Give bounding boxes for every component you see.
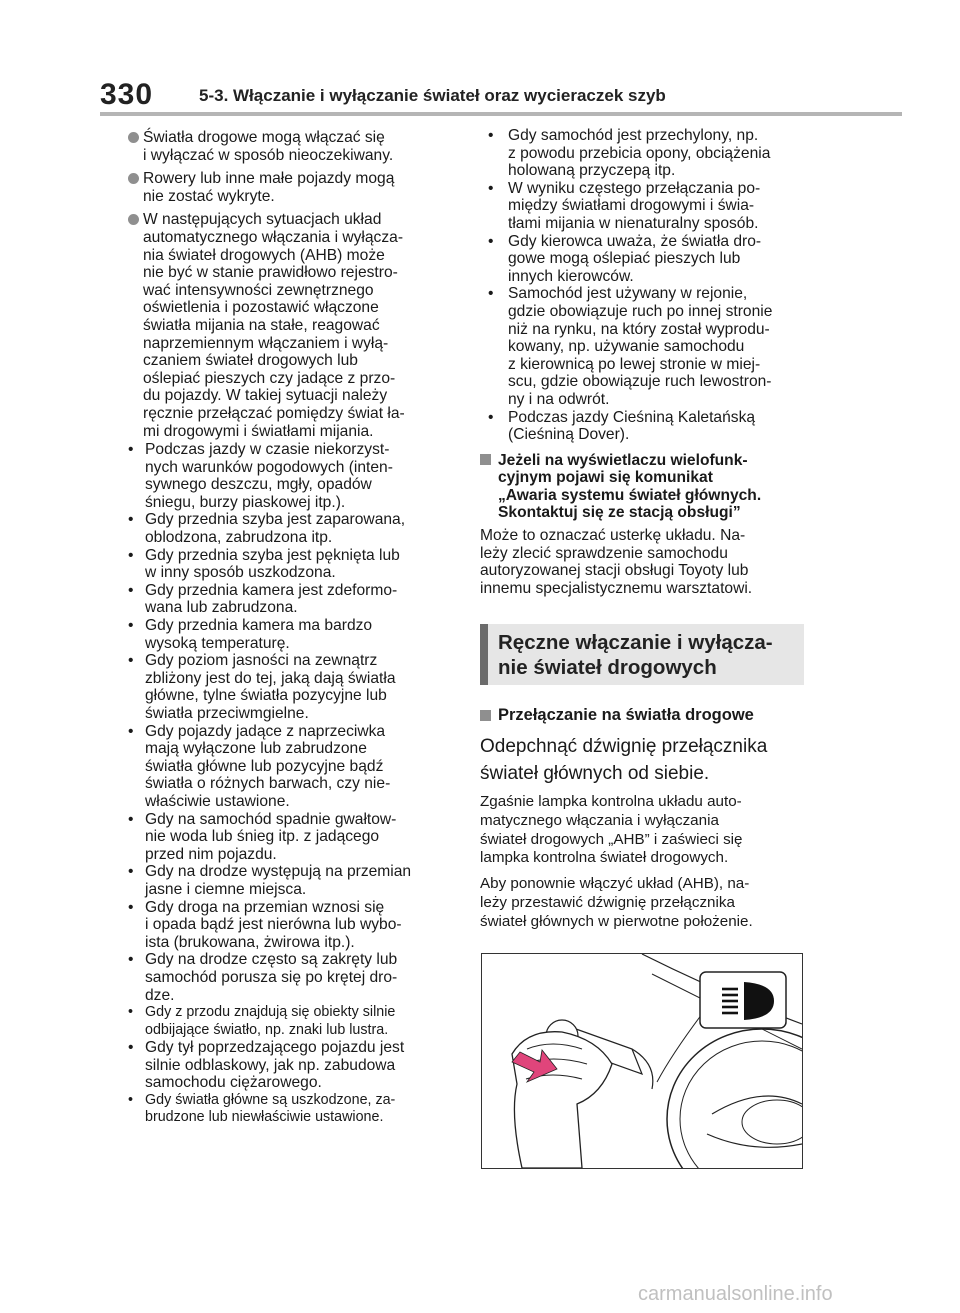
list-item-text: Gdy samochód jest przechylony, np. z powodu przebicia opony, obciążenia holowaną przyczepą itp. [508,127,771,180]
list-item: • Gdy samochód jest przechylony, np. z powodu przebicia opony, obciążenia holowaną przyczepą itp. [480,127,810,180]
list-item-text: Podczas jazdy Cieśniną Kaletańską (Cieśniną Dover). [508,408,756,444]
warning-heading [480,452,810,522]
list-item-text: Gdy droga na przemian wznosi się i opada bądź jest nierówna lub wybo- ista (brukowana, żwirowa itp.). [145,898,402,951]
list-item: • Gdy poziom jasności na zewnątrz zbliżony jest do tej, jaką dają światła główne, tylne światła pozycyjne lub światła przeciwmgielne. [116,652,456,722]
list-item-text: Samochód jest używany w rejonie, gdzie obowiązuje ruch po innej stronie niż na rynku, na który został wyprodu- kowany, np. używanie samochodu z kierownicą po lewej stronie w miej- scu, gdzie obowiązuje ruch lewostron- ny i na odwrót. [508,285,773,408]
list-item-text: Gdy kierowca uważa, że światła dro- gowe mogą oślepiać pieszych lub innych kierowców. [508,232,762,285]
list-item: • Gdy tył poprzedzającego pojazdu jest silnie odblaskowy, jak np. zabudowa samochodu ciężarowego. [116,1039,456,1092]
bullet-dot-icon [128,132,139,143]
list-item: • Gdy przednia szyba jest pęknięta lub w inny sposób uszkodzona. [116,547,456,582]
sub-heading [480,707,810,725]
section-title: 5-3. Włączanie i wyłączanie świateł oraz wycieraczek szyb [199,86,666,105]
list-item: • Gdy przednia szyba jest zaparowana, oblodzona, zabrudzona itp. [116,511,456,546]
list-item-text: Gdy tył poprzedzającego pojazdu jest silnie odblaskowy, jak np. zabudowa samochodu ciężarowego. [145,1038,405,1092]
high-beam-indicator-icon [722,982,774,1020]
list-item-text: Podczas jazdy w czasie niekorzyst- nych warunków pogodowych (inten- sywnego deszczu, mgły, opadów śniegu, burzy piaskowej itp.). [145,441,393,511]
steering-lever-illustration [481,953,803,1169]
list-item-text: Gdy przednia kamera ma bardzo wysoką temperaturę. [145,617,373,652]
lever-drawing [482,954,802,1168]
bullet-text: W następujących sytuacjach układ automatycznego włączania i wyłącza- nia świateł drogowych (AHB) może nie być w stanie prawidłowo rejestro- wać intensywności zewnętrznego oświetlenia i pozostawić włączone światła mijania na stałe, reagować naprzemiennym włączaniem i wyłą- czaniem świateł drogowych lub oślepiać pieszych czy jadące z przo- du pojazdy. W takiej sytuacji należy ręcznie przełączać pomiędzy świat ła- mi drogowymi i światłami mijania. [143,211,405,440]
list-item: • W wyniku częstego przełączania po- między światłami drogowymi i świa- tłami mijania w nienaturalny sposób. [480,180,810,233]
instruction-text: Odepchnąć dźwignię przełącznika świateł głównych od siebie. [480,736,768,785]
sub-heading-text: Przełączanie na światła drogowe [498,706,754,725]
list-item-text: Gdy na drodze często są zakręty lub samochód porusza się po krętej dro- dze. [145,951,398,1004]
list-item: • Samochód jest używany w rejonie, gdzie obowiązuje ruch po innej stronie niż na rynku, na który został wyprodu- kowany, np. używanie samochodu z kierownicą po lewej stronie w miej- scu, gdzie obowiązuje ruch lewostron- ny i na odwrót. [480,285,810,408]
bullet-text: Rowery lub inne małe pojazdy mogą nie zostać wykryte. [143,170,395,205]
list-item-text: Gdy przednia kamera jest zdeformo- wana lub zabrudzona. [145,581,398,617]
list-item: • Gdy na samochód spadnie gwałtow- nie woda lub śnieg itp. z jadącego przed nim pojazdu. [116,811,456,864]
left-column [116,129,456,1127]
header-divider [100,112,902,116]
square-bullet-icon [480,710,491,721]
page-header [0,0,960,120]
warning-text: Może to oznaczać usterkę układu. Na- leży zlecić sprawdzenie samochodu autoryzowanej stacji obsługi Toyoty lub innemu specjalistycznemu warsztatowi. [480,527,753,597]
list-item-text: Gdy na samochód spadnie gwałtow- nie woda lub śnieg itp. z jadącego przed nim pojazdu. [145,810,397,863]
list-item: • Podczas jazdy w czasie niekorzyst- nych warunków pogodowych (inten- sywnego deszczu, mgły, opadów śniegu, burzy piaskowej itp.). [116,441,456,511]
list-item: • Gdy z przodu znajdują się obiekty silnie odbijające światło, np. znaki lub lustra. [116,1004,456,1039]
bullet-item [116,170,456,205]
list-item: • Podczas jazdy Cieśniną Kaletańską (Cieśniną Dover). [480,409,810,444]
paragraph: Aby ponownie włączyć układ (AHB), na- leży przestawić dźwignię przełącznika świateł głównych w pierwotne położenie. [480,875,753,930]
warning-heading-text: Jeżeli na wyświetlaczu wielofunk- cyjnym pojawi się komunikat „Awaria systemu świateł głównych. Skontaktuj się ze stacją obsługi” [498,451,762,522]
list-item: • Gdy droga na przemian wznosi się i opada bądź jest nierówna lub wybo- ista (brukowana, żwirowa itp.). [116,899,456,952]
bullet-dot-icon [128,173,139,184]
list-item-text: Gdy przednia szyba jest zaparowana, oblodzona, zabrudzona itp. [145,511,406,547]
paragraph: Zgaśnie lampka kontrolna układu auto- matycznego włączania i wyłączania świateł drogowych „AHB” i zaświeci się lampka kontrolna świateł drogowych. [480,793,743,867]
square-bullet-icon [480,454,491,465]
bullet-dot-icon [128,214,139,225]
list-item-text: Gdy światła główne są uszkodzone, za- brudzone lub niewłaściwie ustawione. [145,1091,396,1126]
list-item: • Gdy światła główne są uszkodzone, za- brudzone lub niewłaściwie ustawione. [116,1092,456,1127]
list-item-text: W wyniku częstego przełączania po- między światłami drogowymi i świa- tłami mijania w nienaturalny sposób. [508,179,761,232]
bullet-item [116,129,456,164]
list-item: • Gdy na drodze często są zakręty lub samochód porusza się po krętej dro- dze. [116,951,456,1004]
list-item: • Gdy przednia kamera jest zdeformo- wana lub zabrudzona. [116,582,456,617]
bullet-text: Światła drogowe mogą włączać się i wyłączać w sposób nieoczekiwany. [143,129,394,164]
list-item-text: Gdy z przodu znajdują się obiekty silnie odbijające światło, np. znaki lub lustra. [145,1004,396,1038]
list-item: • Gdy kierowca uważa, że światła dro- gowe mogą oślepiać pieszych lub innych kierowców. [480,233,810,286]
list-item-text: Gdy przednia szyba jest pęknięta lub w inny sposób uszkodzona. [145,546,400,582]
list-item: • Gdy przednia kamera ma bardzo wysoką temperaturę. [116,617,456,652]
page-number: 330 [100,78,154,111]
right-column [480,127,810,932]
section-box-title: Ręczne włączanie i wyłącza- nie świateł drogowych [498,631,773,680]
bullet-item [116,211,456,440]
list-item-text: Gdy na drodze występują na przemian jasne i ciemne miejsca. [145,863,412,898]
list-item: • Gdy na drodze występują na przemian jasne i ciemne miejsca. [116,863,456,898]
list-item-text: Gdy poziom jasności na zewnątrz zbliżony jest do tej, jaką dają światła główne, tylne światła pozycyjne lub światła przeciwmgielne. [145,652,396,722]
list-item: • Gdy pojazdy jadące z naprzeciwka mają wyłączone lub zabrudzone światła główne lub pozycyjne bądź światła o różnych barwach, czy nie- właściwie ustawione. [116,723,456,811]
list-item-text: Gdy pojazdy jadące z naprzeciwka mają wyłączone lub zabrudzone światła główne lub pozycyjne bądź światła o różnych barwach, czy nie- właściwie ustawione. [145,722,391,810]
watermark: carmanualsonline.info [638,1283,833,1305]
section-box-heading [480,624,804,685]
